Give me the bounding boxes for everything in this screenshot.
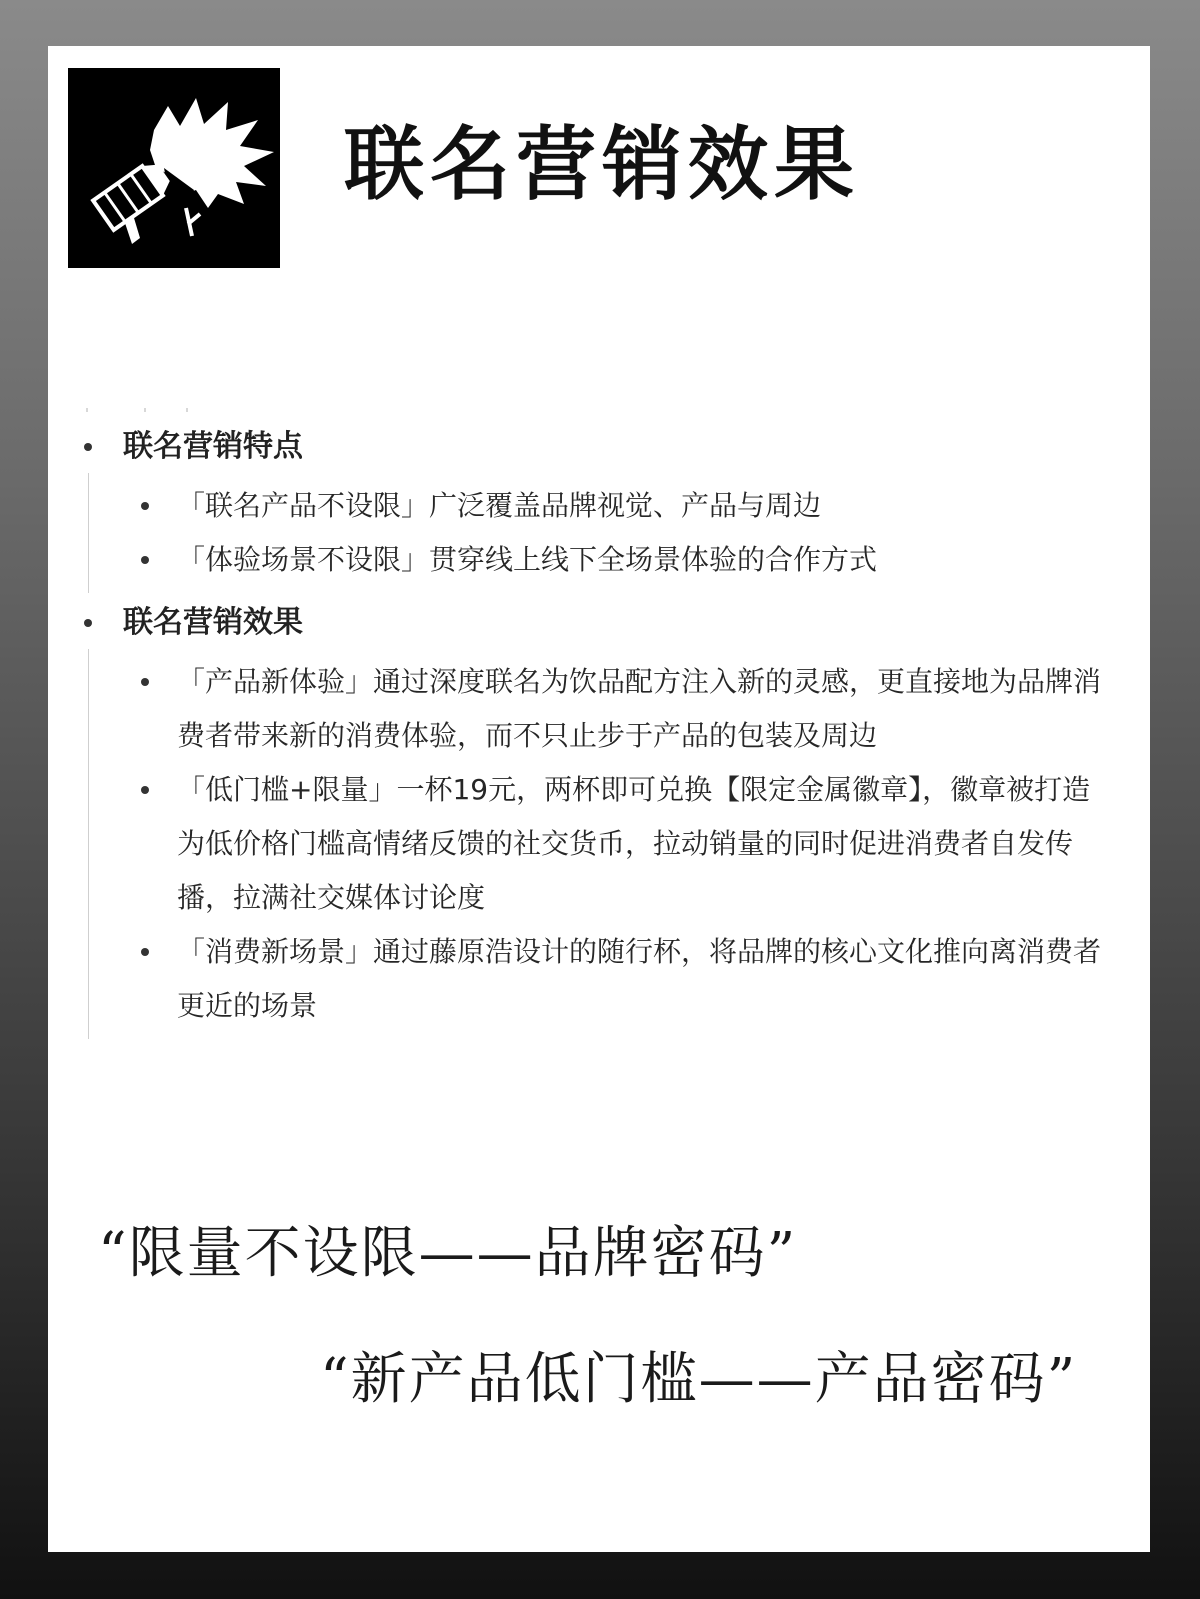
outline-list [48,421,1150,1039]
list-item [89,479,1150,533]
bullet-icon [141,786,149,794]
list-item-text: 「消费新场景」通过藤原浩设计的随行杯，将品牌的核心文化推向离消费者更近的场景 [177,935,1102,1022]
list-item [89,533,1150,587]
outline-heading [48,597,1150,649]
page-title: 联名营销效果 [344,117,860,211]
list-item-text: 「联名产品不设限」广泛覆盖品牌视觉、产品与周边 [177,489,822,522]
bullet-icon [141,678,149,686]
outline-heading [48,421,1150,473]
product-quote: “新产品低门槛——产品密码” [320,1347,1078,1412]
features-heading: 联名营销特点 [123,429,303,464]
logo [68,68,280,268]
list-item [89,925,1150,1033]
shouting-person-icon [68,68,280,268]
bullet-icon [84,619,92,627]
bullet-icon [141,502,149,510]
list-item [89,655,1150,763]
brand-quote: “限量不设限——品牌密码” [98,1221,798,1286]
effects-heading: 联名营销效果 [123,605,303,640]
bullet-icon [141,556,149,564]
bullet-icon [141,948,149,956]
effects-sublist [88,649,1150,1039]
content-sheet [48,46,1150,1552]
decorative-ticks [86,408,216,414]
list-item-text: 「体验场景不设限」贯穿线上线下全场景体验的合作方式 [177,543,878,576]
features-section [48,421,1150,593]
list-item-text: 「低门槛+限量」一杯19元，两杯即可兑换【限定金属徽章】，徽章被打造为低价格门槛高情绪反馈的社交货币，拉动销量的同时促进消费者自发传播，拉满社交媒体讨论度 [177,773,1091,914]
effects-section [48,597,1150,1039]
list-item [89,763,1150,925]
bullet-icon [84,443,92,451]
list-item-text: 「产品新体验」通过深度联名为饮品配方注入新的灵感，更直接地为品牌消费者带来新的消费体验，而不只止步于产品的包装及周边 [177,665,1102,752]
features-sublist [88,473,1150,593]
